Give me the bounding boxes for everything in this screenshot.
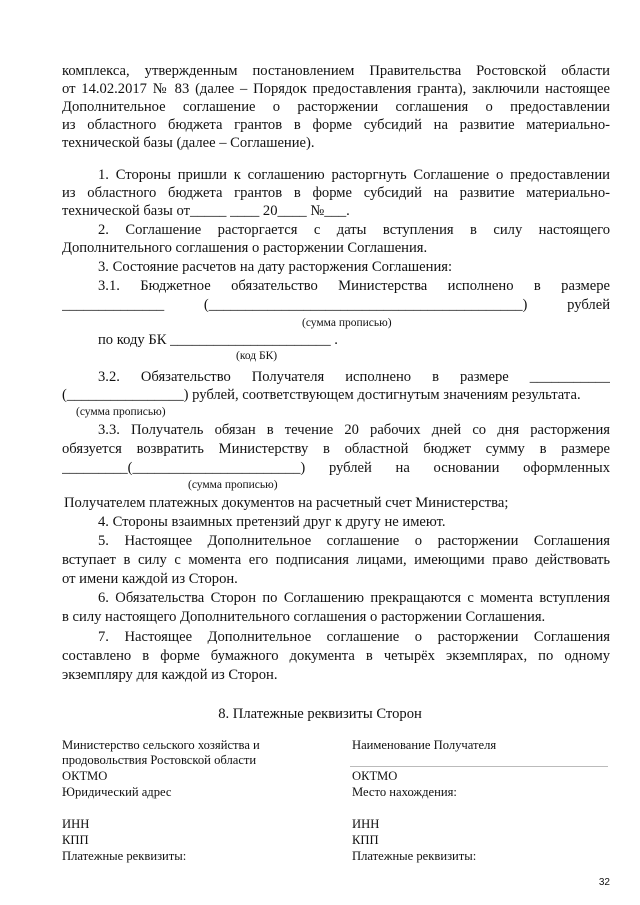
- clause-3-3: _________(_______________________) рублей на основании оформленных: [62, 460, 610, 476]
- clause-7: 7. Настоящее Дополнительное соглашение о расторжении Соглашения: [98, 629, 610, 645]
- clause-2: 2. Соглашение расторгается с даты вступления в силу настоящего: [98, 222, 610, 238]
- clause-5: вступает в силу с момента его подписания лицами, имеющими право действовать: [62, 552, 610, 568]
- intro-line: от 14.02.2017 № 83 (далее – Порядок предоставления гранта), заключили настоящее: [62, 81, 610, 97]
- right-payment: Платежные реквизиты:: [352, 849, 477, 863]
- left-payment: Платежные реквизиты:: [62, 849, 187, 863]
- field-hint: (сумма прописью): [76, 406, 166, 418]
- left-party-name: Министерство сельского хозяйства и: [62, 738, 260, 752]
- clause-1: 1. Стороны пришли к соглашению расторгнуть Соглашение о предоставлении: [98, 167, 610, 183]
- section-title: 8. Платежные реквизиты Сторон: [218, 706, 422, 722]
- intro-line: Дополнительное соглашение о расторжении соглашения о предоставлении: [62, 99, 610, 115]
- right-address: Место нахождения:: [352, 785, 457, 799]
- left-party-name: продовольствия Ростовской области: [62, 753, 257, 767]
- intro-line: технической базы (далее – Соглашение).: [62, 135, 315, 151]
- field-hint: (код БК): [236, 350, 278, 362]
- clause-1: из областного бюджета грантов в форме субсидий на развитие материально-: [62, 185, 610, 201]
- left-inn: ИНН: [62, 817, 90, 831]
- clause-6: 6. Обязательства Сторон по Соглашению прекращаются с момента вступления: [98, 590, 610, 606]
- right-kpp: КПП: [352, 833, 379, 847]
- intro-line: из областного бюджета грантов в форме субсидий на развитие материально-: [62, 117, 610, 133]
- clause-4: 4. Стороны взаимных претензий друг к другу не имеют.: [98, 514, 446, 530]
- right-inn: ИНН: [352, 817, 380, 831]
- left-kpp: КПП: [62, 833, 89, 847]
- clause-3-3-end: Получателем платежных документов на расчетный счет Министерства;: [64, 495, 509, 511]
- left-oktmo: ОКТМО: [62, 769, 108, 783]
- clause-3-2: (________________) рублей, соответствующем достигнутым значениям результата.: [62, 387, 581, 403]
- clause-3-1-bk: по коду БК ______________________ .: [98, 332, 338, 348]
- clause-3-2: 3.2. Обязательство Получателя исполнено в размере ___________: [98, 369, 610, 385]
- page-number: 32: [598, 877, 610, 888]
- clause-5: от имени каждой из Сторон.: [62, 571, 238, 587]
- right-party-name: Наименование Получателя: [352, 738, 497, 752]
- clause-5: 5. Настоящее Дополнительное соглашение о расторжении Соглашения: [98, 533, 610, 549]
- left-address: Юридический адрес: [62, 785, 172, 799]
- clause-3: 3. Состояние расчетов на дату расторжения Соглашения:: [98, 259, 453, 275]
- intro-line: комплекса, утвержденным постановлением Правительства Ростовской области: [62, 63, 610, 79]
- divider: [350, 766, 608, 767]
- clause-3-3: обязуется возвратить Министерству в областной бюджет сумму в размере: [62, 441, 610, 457]
- clause-6: в силу настоящего Дополнительного соглашения о расторжении Соглашения.: [62, 609, 546, 625]
- clause-3-1: 3.1. Бюджетное обязательство Министерства исполнено в размере: [98, 278, 610, 294]
- clause-7: экземпляру для каждой из Сторон.: [62, 667, 278, 683]
- clause-1: технической базы от_____ ____ 20____ №___.: [62, 203, 350, 219]
- field-hint: (сумма прописью): [188, 479, 278, 491]
- clause-3-1: ______________ (___________________________________________) рублей: [62, 297, 610, 313]
- clause-7: составлено в форме бумажного документа в четырёх экземплярах, по одному: [62, 648, 610, 664]
- clause-2: Дополнительного соглашения о расторжении Соглашения.: [62, 240, 428, 256]
- clause-3-3: 3.3. Получатель обязан в течение 20 рабочих дней со дня расторжения: [98, 422, 610, 438]
- right-oktmo: ОКТМО: [352, 769, 398, 783]
- field-hint: (сумма прописью): [302, 317, 392, 329]
